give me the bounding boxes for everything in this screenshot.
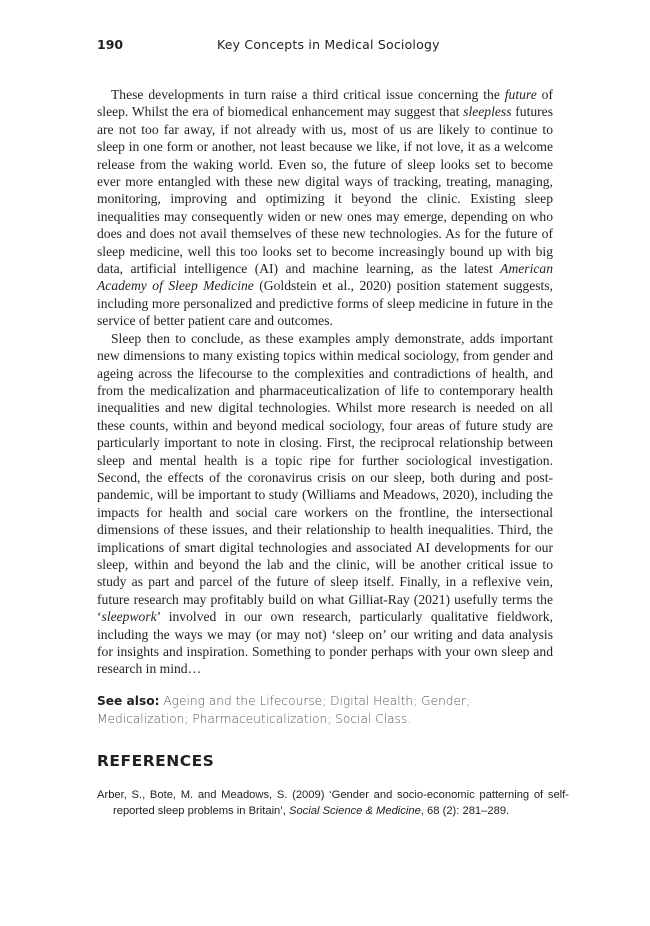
see-also — [97, 693, 553, 728]
see-also-links: Ageing and the Lifecourse; Digital Health; Gender; Medicalization; Pharmaceuticalization; Social Class. — [97, 694, 471, 726]
emphasis-sleepless: sleepless — [463, 104, 512, 120]
page-number: 190 — [97, 37, 124, 52]
body-text — [97, 86, 553, 678]
emphasis-future: future — [504, 87, 537, 102]
text-run: futures are not too far away, if not already with us, most of us are likely to continue to sleep in one form or another, not least because we like, if not love, it as a welcome release from the waking world. Even so, the future of sleep looks set to become ever more entangled with these new digital ways of tracking, treating, managing, monitoring, improving and optimizing it beyond the clinic. Existing sleep inequalities may consequently widen or new ones may emerge, depending on who does and does not avail themselves of these new technologies. As for the future of sleep medicine, well this too looks set to become increasingly bound up with big data, artificial intelligence (AI) and machine learning, as the latest — [97, 104, 553, 277]
references-heading: REFERENCES — [97, 752, 215, 770]
text-run: , 68 (2): 281–289. — [420, 805, 510, 817]
text-run: (Goldstein et al., 2020) position statement suggests, including more personalized and predictive forms of sleep medicine in future in the service of better patient care and outcomes. — [97, 278, 553, 329]
running-title: Key Concepts in Medical Sociology — [217, 37, 440, 52]
text-run: Sleep then to conclude, as these examples amply demonstrate, adds important new dimensions to many existing topics within medical sociology, from gender and ageing across the lifecourse to the complexities and contradictions of health, and from the medicalization and pharmaceuticalization of life to contemporary health inequalities and new digital technologies. Whilst more research is needed on all these counts, within and beyond medical sociology, four areas of future study are particularly important to note in closing. First, the reciprocal relationship between sleep and mental health is a topic ripe for further sociological investigation. Second, the effects of the coronavirus crisis on our sleep, both during and post-pandemic, will be important to study (Williams and Meadows, 2020), including the impacts for health and social care workers on the frontline, the intersectional dimensions of these issues, and their relationship to health inequalities. Third, the implications of smart digital technologies and associated AI developments for our sleep, within and beyond the lab and the clinic, will be another critical issue to study as part and parcel of the future of sleep itself. Finally, in a reflexive vein, future research may profitably build on what Gilliat-Ray (2021) usefully terms the ‘ — [97, 330, 553, 625]
text-run: Arber, S., Bote, M. and Meadows, S. (2009) ‘Gender and socio-economic patterning of self-reported sleep problems in Britain’, — [97, 789, 569, 817]
journal-title: American Academy of Sleep Medicine — [97, 261, 553, 294]
text-run: of sleep. Whilst the era of biomedical enhancement may suggest that — [97, 87, 553, 120]
text-run: ’ involved in our own research, particularly qualitative fieldwork, including the ways we may (or may not) ‘sleep on’ our writing and data analysis for insights and inspiration. Something to ponder perhaps with your own sleep and research in mind… — [97, 609, 553, 677]
paragraph-conclusion — [97, 330, 553, 678]
page-header — [97, 37, 553, 57]
emphasis-sleepwork: sleepwork — [101, 609, 157, 625]
reference-entry — [97, 787, 569, 819]
journal-title: Social Science & Medicine — [288, 805, 421, 817]
text-run: These developments in turn raise a third critical issue concerning the — [111, 87, 505, 102]
paragraph-future-of-sleep — [97, 86, 553, 330]
see-also-label: See also: — [97, 694, 160, 708]
